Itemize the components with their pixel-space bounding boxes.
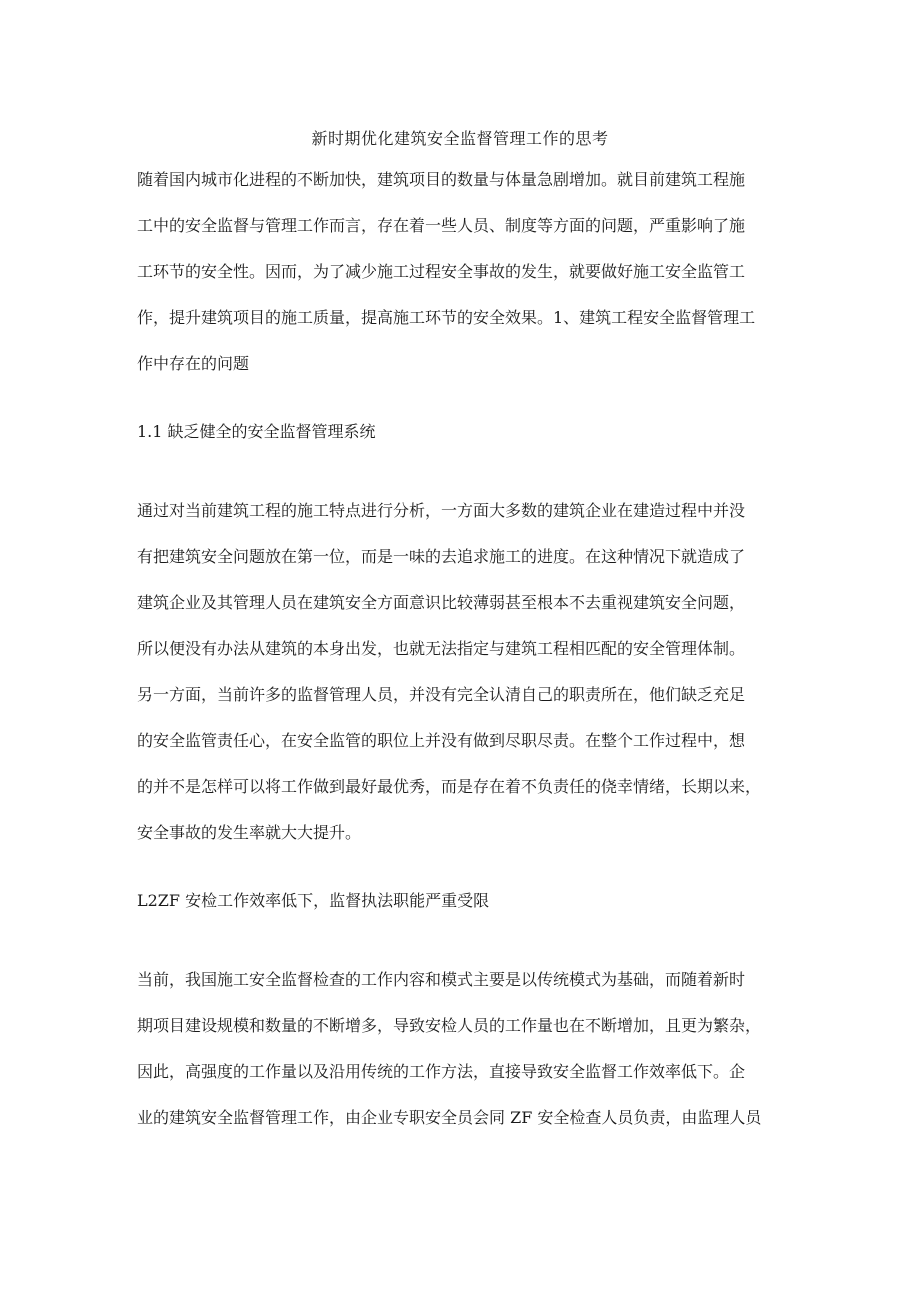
- section-1-1-paragraph: [137, 488, 797, 856]
- intro-line: 工中的安全监督与管理工作而言，存在着一些人员、制度等方面的问题，严重影响了施: [137, 216, 746, 235]
- paragraph-line: 业的建筑安全监督管理工作，由企业专职安全员会同 ZF 安全检查人员负责，由监理人员: [137, 1108, 762, 1127]
- intro-line: 随着国内城市化进程的不断加快，建筑项目的数量与体量急剧增加。就目前建筑工程施: [137, 170, 746, 189]
- section-1-2-paragraph: [137, 957, 797, 1141]
- paragraph-line: 安全事故的发生率就大大提升。: [137, 823, 362, 842]
- paragraph-line: 有把建筑安全问题放在第一位，而是一味的去追求施工的进度。在这种情况下就造成了: [137, 547, 746, 566]
- intro-line: 作，提升建筑项目的施工质量，提高施工环节的安全效果。1、建筑工程安全监督管理工: [137, 308, 756, 327]
- intro-paragraph: [137, 157, 797, 387]
- paragraph-line: 建筑企业及其管理人员在建筑安全方面意识比较薄弱甚至根本不去重视建筑安全问题，: [137, 593, 746, 612]
- paragraph-line: 期项目建设规模和数量的不断增多，导致安检人员的工作量也在不断增加，且更为繁杂，: [137, 1016, 762, 1035]
- paragraph-line: 当前，我国施工安全监督检查的工作内容和模式主要是以传统模式为基础，而随着新时: [137, 970, 746, 989]
- intro-line: 作中存在的问题: [137, 354, 250, 373]
- section-1-1-heading: 1.1 缺乏健全的安全监督管理系统: [137, 422, 376, 441]
- document-title: 新时期优化建筑安全监督管理工作的思考: [311, 129, 609, 148]
- section-1-2-heading: L2ZF 安检工作效率低下，监督执法职能严重受限: [137, 891, 490, 910]
- paragraph-line: 通过对当前建筑工程的施工特点进行分析，一方面大多数的建筑企业在建造过程中并没: [137, 501, 746, 520]
- paragraph-line: 的并不是怎样可以将工作做到最好最优秀，而是存在着不负责任的侥幸情绪，长期以来，: [137, 777, 762, 796]
- intro-line: 工环节的安全性。因而，为了减少施工过程安全事故的发生，就要做好施工安全监管工: [137, 262, 746, 281]
- paragraph-line: 的安全监管责任心，在安全监管的职位上并没有做到尽职尽责。在整个工作过程中，想: [137, 731, 746, 750]
- paragraph-line: 另一方面，当前许多的监督管理人员，并没有完全认清自己的职责所在，他们缺乏充足: [137, 685, 746, 704]
- paragraph-line: 因此，高强度的工作量以及沿用传统的工作方法，直接导致安全监督工作效率低下。企: [137, 1062, 746, 1081]
- paragraph-line: 所以便没有办法从建筑的本身出发，也就无法指定与建筑工程相匹配的安全管理体制。: [137, 639, 746, 658]
